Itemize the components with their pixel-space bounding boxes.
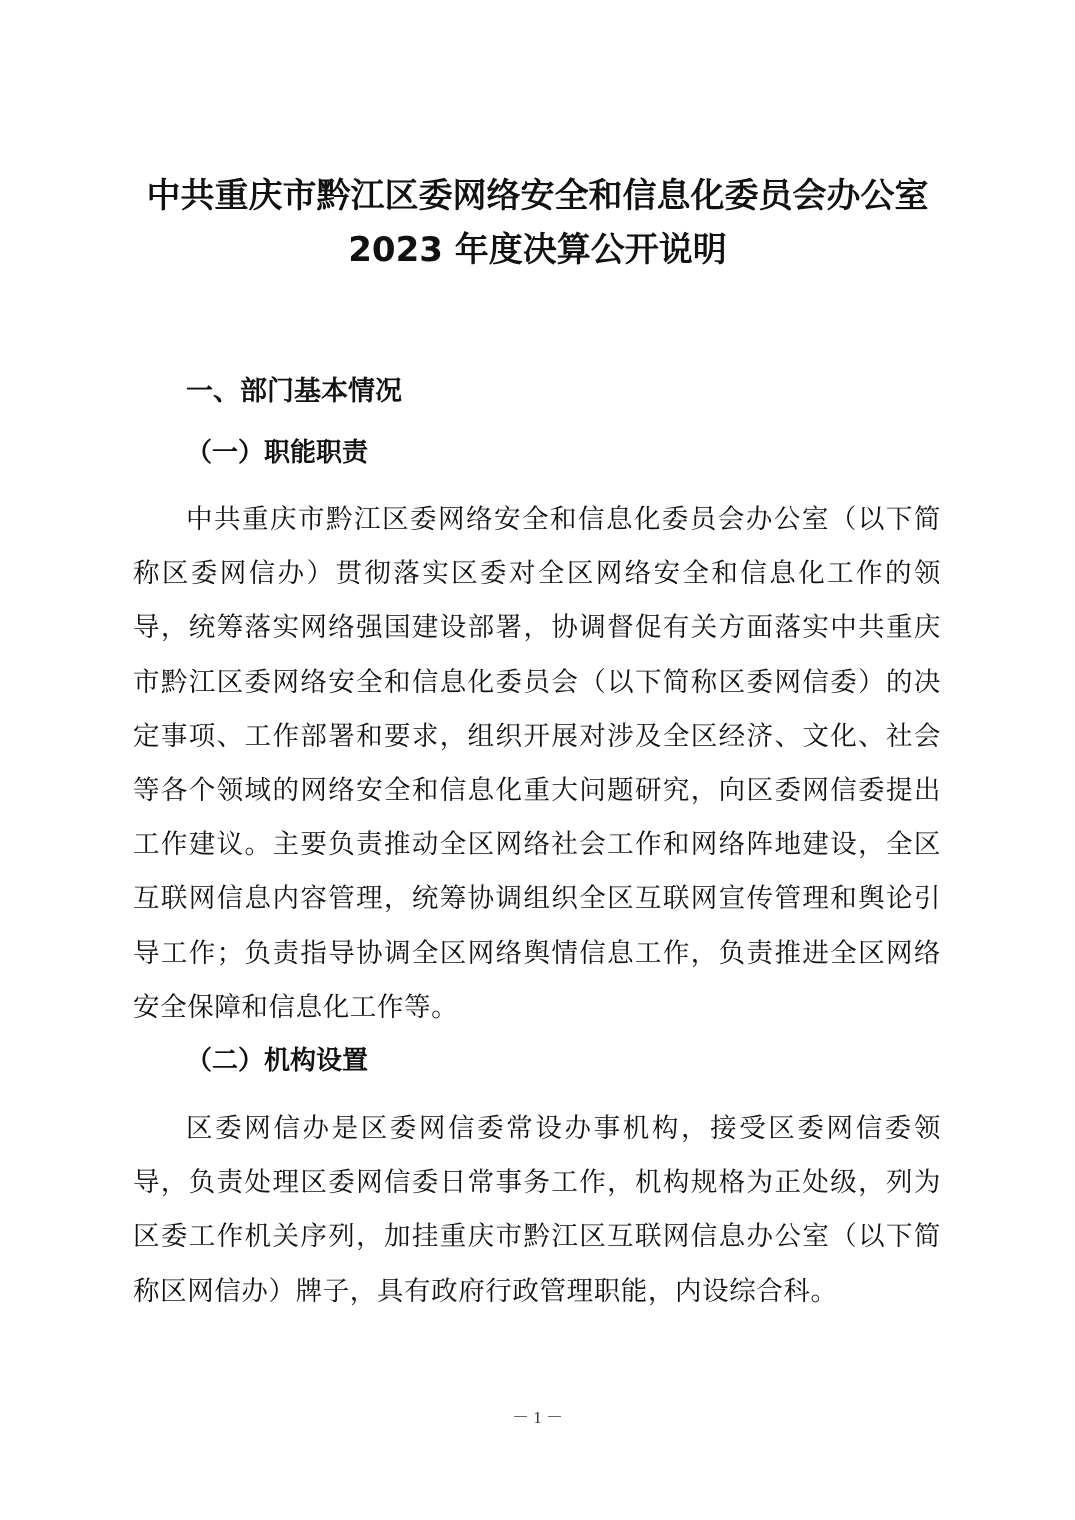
- paragraph-organization: 区委网信办是区委网信委常设办事机构，接受区委网信委领导，负责处理区委网信委日常事务工作，机构规格为正处级，列为区委工作机关序列，加挂重庆市黔江区互联网信息办公室（以下简称区网信办）牌子，具有政府行政管理职能，内设综合科。: [133, 1113, 941, 1307]
- subsection-heading-functions: （一）职能职责: [186, 438, 369, 468]
- section-heading-basic-info: 一、部门基本情况: [186, 376, 402, 407]
- page-number: － 1 －: [512, 1408, 563, 1427]
- paragraph-functions: 中共重庆市黔江区委网络安全和信息化委员会办公室（以下简称区委网信办）贯彻落实区委对全区网络安全和信息化工作的领导，统筹落实网络强国建设部署，协调督促有关方面落实中共重庆市黔江区委网络安全和信息化委员会（以下简称区委网信委）的决定事项、工作部署和要求，组织开展对涉及全区经济、文化、社会等各个领域的网络安全和信息化重大问题研究，向区委网信委提出工作建议。主要负责推动全区网络社会工作和网络阵地建设，全区互联网信息内容管理，统筹协调组织全区互联网宣传管理和舆论引导工作；负责指导协调全区网络舆情信息工作，负责推进全区网络安全保障和信息化工作等。: [133, 504, 941, 1023]
- document-title-line2: 2023 年度决算公开说明: [348, 230, 727, 270]
- document-title-line1: 中共重庆市黔江区委网络安全和信息化委员会办公室: [146, 176, 929, 216]
- subsection-heading-organization: （二）机构设置: [186, 1046, 369, 1076]
